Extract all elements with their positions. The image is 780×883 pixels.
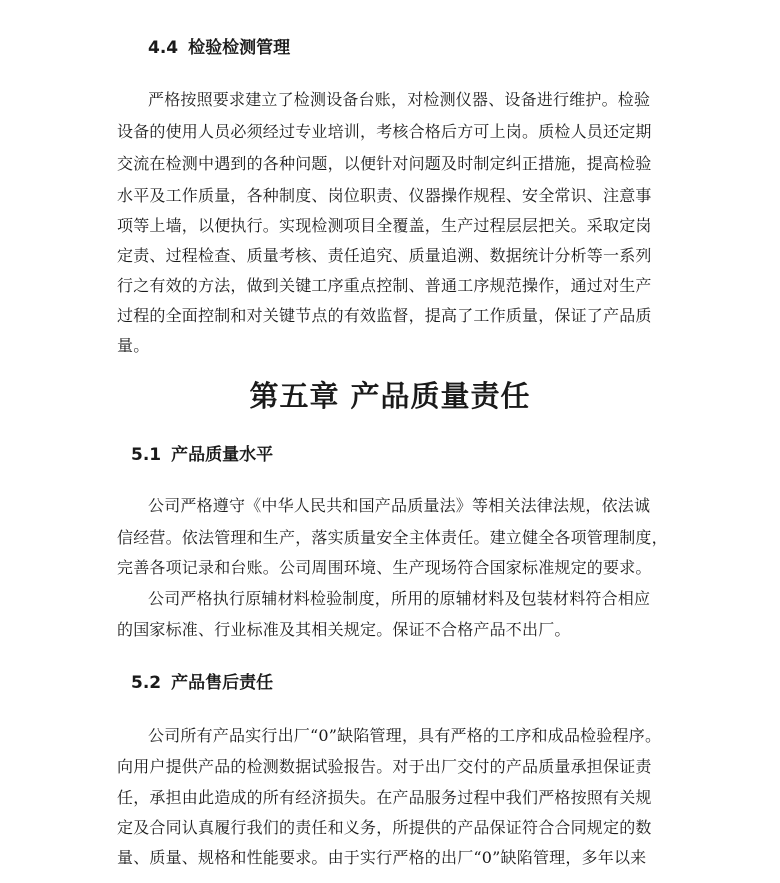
paragraph-line: 公司严格执行原辅材料检验制度，所用的原辅材料及包装材料符合相应 bbox=[148, 589, 651, 608]
paragraph-line: 定责、过程检查、质量考核、责任追究、质量追溯、数据统计分析等一系列 bbox=[117, 246, 652, 265]
paragraph-line: 严格按照要求建立了检测设备台账，对检测仪器、设备进行维护。检验 bbox=[148, 90, 651, 109]
section-4-4-heading bbox=[148, 37, 290, 59]
paragraph-line: 信经营。依法管理和生产，落实质量安全主体责任。建立健全各项管理制度， bbox=[117, 528, 668, 547]
paragraph-line: 的国家标准、行业标准及其相关规定。保证不合格产品不出厂。 bbox=[117, 620, 571, 639]
paragraph-line: 量。 bbox=[117, 336, 150, 355]
paragraph-line: 量、质量、规格和性能要求。由于实行严格的出厂“0”缺陷管理，多年以来 bbox=[117, 848, 647, 867]
paragraph-line: 行之有效的方法，做到关键工序重点控制、普通工序规范操作，通过对生产 bbox=[117, 276, 652, 295]
section-5-1-number: 5.1 bbox=[131, 445, 162, 465]
section-5-1-heading bbox=[131, 444, 273, 466]
paragraph-line: 公司严格遵守《中华人民共和国产品质量法》等相关法律法规，依法诚 bbox=[148, 496, 651, 515]
paragraph-line: 完善各项记录和台账。公司周围环境、生产现场符合国家标准规定的要求。 bbox=[117, 558, 652, 577]
section-5-2-heading bbox=[131, 672, 273, 694]
section-4-4-title: 检验检测管理 bbox=[188, 38, 291, 58]
section-5-2-title: 产品售后责任 bbox=[171, 673, 274, 693]
paragraph-line: 水平及工作质量，各种制度、岗位职责、仪器操作规程、安全常识、注意事 bbox=[117, 186, 652, 205]
chapter-title: 第五章 产品质量责任 bbox=[249, 379, 531, 413]
paragraph-line: 交流在检测中遇到的各种问题，以便针对问题及时制定纠正措施，提高检验 bbox=[117, 154, 652, 173]
paragraph-line: 向用户提供产品的检测数据试验报告。对于出厂交付的产品质量承担保证责 bbox=[117, 757, 652, 776]
section-5-1-title: 产品质量水平 bbox=[171, 445, 274, 465]
paragraph-line: 定及合同认真履行我们的责任和义务，所提供的产品保证符合合同规定的数 bbox=[117, 818, 652, 837]
paragraph-line: 公司所有产品实行出厂“0”缺陷管理，具有严格的工序和成品检验程序。 bbox=[148, 726, 662, 745]
section-5-2-number: 5.2 bbox=[131, 673, 162, 693]
paragraph-line: 任，承担由此造成的所有经济损失。在产品服务过程中我们严格按照有关规 bbox=[117, 788, 652, 807]
section-4-4-number: 4.4 bbox=[148, 38, 179, 58]
paragraph-line: 项等上墙，以便执行。实现检测项目全覆盖，生产过程层层把关。采取定岗 bbox=[117, 216, 652, 235]
paragraph-line: 设备的使用人员必须经过专业培训，考核合格后方可上岗。质检人员还定期 bbox=[117, 122, 652, 141]
paragraph-line: 过程的全面控制和对关键节点的有效监督，提高了工作质量，保证了产品质 bbox=[117, 306, 652, 325]
